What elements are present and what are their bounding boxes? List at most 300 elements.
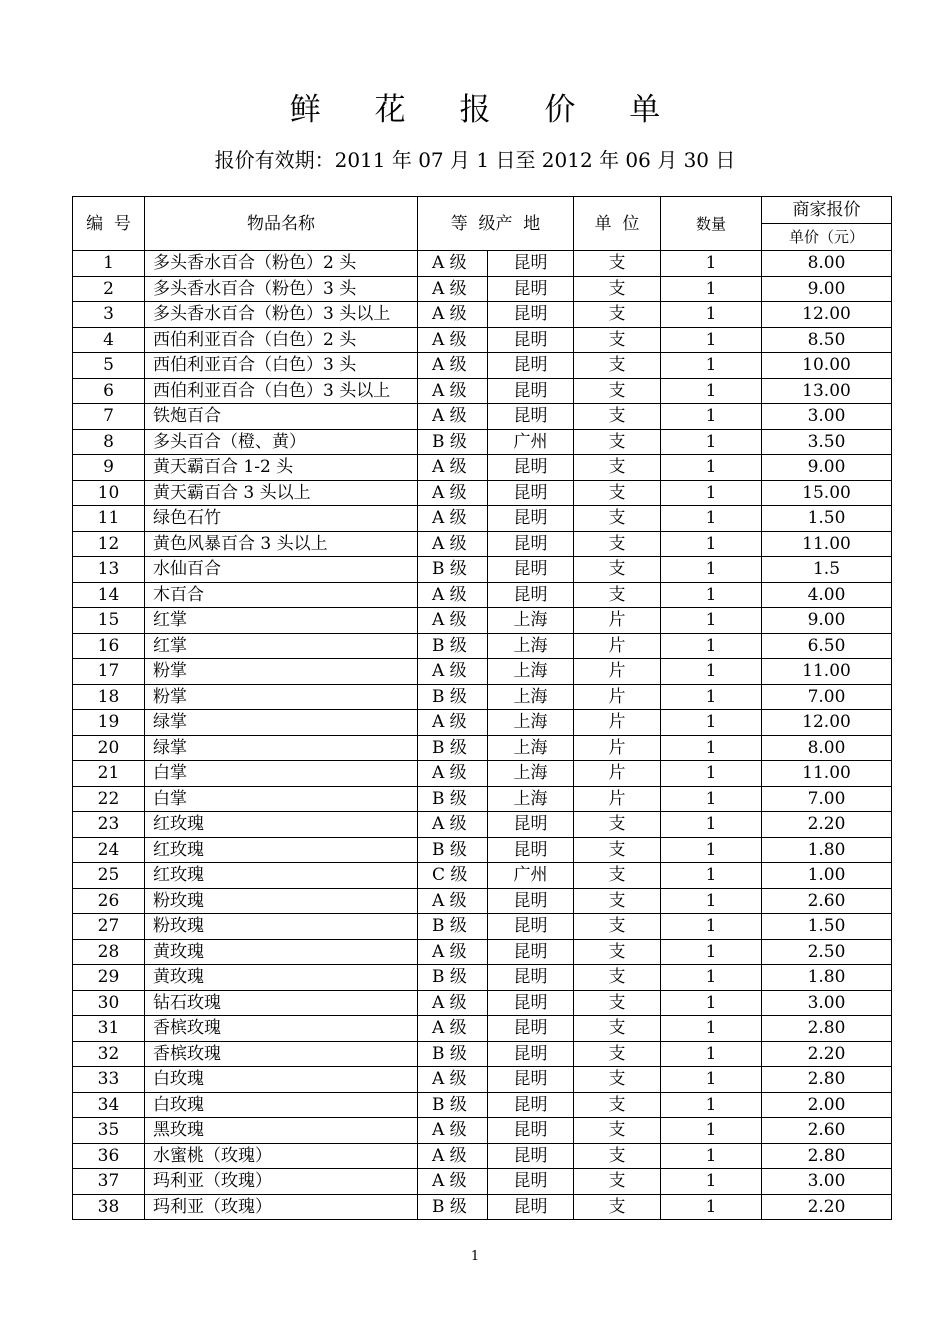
validity-period: 报价有效期：2011 年 07 月 1 日至 2012 年 06 月 30 日: [214, 148, 736, 172]
header-grade-origin: 等 级产 地: [418, 197, 574, 251]
cell-unit: 支: [574, 1194, 661, 1220]
cell-unit: 支: [574, 812, 661, 838]
cell-qty: 1: [661, 786, 762, 812]
header-name: 物品名称: [145, 197, 418, 251]
cell-name: 白玫瑰: [145, 1092, 418, 1118]
cell-id: 8: [73, 429, 145, 455]
cell-name: 白掌: [145, 761, 418, 787]
cell-unit: 片: [574, 735, 661, 761]
cell-price: 8.50: [762, 327, 892, 353]
cell-id: 30: [73, 990, 145, 1016]
cell-name: 黄天霸百合 3 头以上: [145, 480, 418, 506]
cell-unit: 支: [574, 1169, 661, 1195]
cell-price: 13.00: [762, 378, 892, 404]
cell-id: 15: [73, 608, 145, 634]
cell-grade: A 级: [418, 404, 488, 430]
cell-price: 11.00: [762, 659, 892, 685]
cell-price: 1.80: [762, 965, 892, 991]
cell-unit: 支: [574, 353, 661, 379]
cell-grade: A 级: [418, 353, 488, 379]
cell-unit: 支: [574, 888, 661, 914]
cell-origin: 昆明: [488, 1118, 574, 1144]
cell-origin: 昆明: [488, 302, 574, 328]
cell-qty: 1: [661, 276, 762, 302]
cell-name: 白玫瑰: [145, 1067, 418, 1093]
cell-unit: 支: [574, 251, 661, 277]
cell-grade: B 级: [418, 735, 488, 761]
cell-id: 37: [73, 1169, 145, 1195]
cell-id: 11: [73, 506, 145, 532]
cell-grade: A 级: [418, 1169, 488, 1195]
header-unit-price: 单价（元）: [762, 224, 892, 251]
cell-origin: 昆明: [488, 276, 574, 302]
cell-qty: 1: [661, 302, 762, 328]
cell-price: 3.00: [762, 990, 892, 1016]
cell-unit: 支: [574, 1041, 661, 1067]
cell-origin: 上海: [488, 633, 574, 659]
cell-price: 3.50: [762, 429, 892, 455]
table-row: [73, 582, 892, 608]
cell-unit: 支: [574, 990, 661, 1016]
cell-origin: 上海: [488, 786, 574, 812]
cell-price: 6.50: [762, 633, 892, 659]
cell-qty: 1: [661, 939, 762, 965]
cell-price: 2.80: [762, 1067, 892, 1093]
cell-price: 3.00: [762, 404, 892, 430]
cell-unit: 支: [574, 327, 661, 353]
cell-qty: 1: [661, 608, 762, 634]
cell-price: 4.00: [762, 582, 892, 608]
table-body: [73, 251, 892, 1220]
cell-name: 绿色石竹: [145, 506, 418, 532]
table-row: [73, 710, 892, 736]
cell-name: 多头香水百合（粉色）3 头以上: [145, 302, 418, 328]
cell-name: 白掌: [145, 786, 418, 812]
cell-origin: 上海: [488, 761, 574, 787]
cell-id: 28: [73, 939, 145, 965]
cell-qty: 1: [661, 1194, 762, 1220]
cell-price: 1.5: [762, 557, 892, 583]
cell-id: 16: [73, 633, 145, 659]
cell-price: 8.00: [762, 735, 892, 761]
cell-qty: 1: [661, 761, 762, 787]
cell-qty: 1: [661, 353, 762, 379]
cell-name: 铁炮百合: [145, 404, 418, 430]
price-table: [72, 196, 892, 1220]
cell-unit: 片: [574, 608, 661, 634]
cell-price: 7.00: [762, 786, 892, 812]
cell-qty: 1: [661, 735, 762, 761]
cell-id: 21: [73, 761, 145, 787]
cell-id: 24: [73, 837, 145, 863]
cell-qty: 1: [661, 251, 762, 277]
cell-id: 22: [73, 786, 145, 812]
cell-grade: B 级: [418, 786, 488, 812]
cell-price: 11.00: [762, 531, 892, 557]
cell-origin: 昆明: [488, 353, 574, 379]
cell-qty: 1: [661, 1016, 762, 1042]
table-row: [73, 404, 892, 430]
cell-origin: 上海: [488, 659, 574, 685]
table-row: [73, 1092, 892, 1118]
cell-unit: 支: [574, 276, 661, 302]
cell-unit: 支: [574, 965, 661, 991]
table-row: [73, 659, 892, 685]
cell-name: 西伯利亚百合（白色）2 头: [145, 327, 418, 353]
cell-qty: 1: [661, 710, 762, 736]
cell-name: 粉玫瑰: [145, 914, 418, 940]
cell-grade: B 级: [418, 1041, 488, 1067]
table-row: [73, 837, 892, 863]
cell-price: 9.00: [762, 455, 892, 481]
table-header-row: [73, 197, 892, 224]
cell-name: 水仙百合: [145, 557, 418, 583]
cell-origin: 上海: [488, 608, 574, 634]
cell-grade: A 级: [418, 302, 488, 328]
cell-unit: 支: [574, 914, 661, 940]
cell-id: 2: [73, 276, 145, 302]
cell-origin: 昆明: [488, 480, 574, 506]
cell-price: 9.00: [762, 276, 892, 302]
table-row: [73, 965, 892, 991]
cell-origin: 上海: [488, 710, 574, 736]
cell-id: 17: [73, 659, 145, 685]
table-row: [73, 939, 892, 965]
table-row: [73, 1118, 892, 1144]
cell-name: 黑玫瑰: [145, 1118, 418, 1144]
cell-unit: 支: [574, 1118, 661, 1144]
cell-grade: A 级: [418, 480, 488, 506]
cell-origin: 昆明: [488, 1092, 574, 1118]
cell-name: 多头香水百合（粉色）3 头: [145, 276, 418, 302]
cell-name: 木百合: [145, 582, 418, 608]
table-row: [73, 378, 892, 404]
cell-name: 西伯利亚百合（白色）3 头: [145, 353, 418, 379]
cell-grade: A 级: [418, 506, 488, 532]
cell-grade: A 级: [418, 1067, 488, 1093]
cell-id: 36: [73, 1143, 145, 1169]
cell-price: 3.00: [762, 1169, 892, 1195]
cell-id: 19: [73, 710, 145, 736]
cell-id: 31: [73, 1016, 145, 1042]
cell-id: 13: [73, 557, 145, 583]
cell-origin: 广州: [488, 863, 574, 889]
cell-name: 红掌: [145, 633, 418, 659]
cell-unit: 支: [574, 429, 661, 455]
cell-id: 18: [73, 684, 145, 710]
cell-id: 26: [73, 888, 145, 914]
cell-id: 34: [73, 1092, 145, 1118]
cell-qty: 1: [661, 531, 762, 557]
cell-grade: A 级: [418, 761, 488, 787]
cell-qty: 1: [661, 480, 762, 506]
cell-id: 5: [73, 353, 145, 379]
cell-grade: A 级: [418, 582, 488, 608]
cell-name: 玛利亚（玫瑰）: [145, 1194, 418, 1220]
cell-grade: A 级: [418, 531, 488, 557]
cell-origin: 昆明: [488, 455, 574, 481]
cell-grade: A 级: [418, 276, 488, 302]
cell-grade: B 级: [418, 1092, 488, 1118]
cell-name: 黄天霸百合 1-2 头: [145, 455, 418, 481]
cell-qty: 1: [661, 1118, 762, 1144]
cell-qty: 1: [661, 1169, 762, 1195]
cell-name: 西伯利亚百合（白色）3 头以上: [145, 378, 418, 404]
cell-qty: 1: [661, 327, 762, 353]
cell-unit: 支: [574, 378, 661, 404]
cell-unit: 片: [574, 659, 661, 685]
cell-origin: 上海: [488, 735, 574, 761]
cell-grade: A 级: [418, 888, 488, 914]
cell-grade: B 级: [418, 557, 488, 583]
cell-unit: 支: [574, 582, 661, 608]
cell-price: 2.00: [762, 1092, 892, 1118]
cell-grade: A 级: [418, 812, 488, 838]
cell-name: 多头香水百合（粉色）2 头: [145, 251, 418, 277]
cell-origin: 昆明: [488, 1041, 574, 1067]
cell-id: 6: [73, 378, 145, 404]
cell-qty: 1: [661, 888, 762, 914]
cell-qty: 1: [661, 429, 762, 455]
cell-price: 1.50: [762, 506, 892, 532]
cell-grade: A 级: [418, 990, 488, 1016]
cell-id: 9: [73, 455, 145, 481]
table-row: [73, 531, 892, 557]
table-row: [73, 276, 892, 302]
cell-id: 32: [73, 1041, 145, 1067]
cell-id: 1: [73, 251, 145, 277]
cell-price: 2.50: [762, 939, 892, 965]
cell-id: 4: [73, 327, 145, 353]
cell-grade: A 级: [418, 251, 488, 277]
cell-price: 2.80: [762, 1143, 892, 1169]
cell-grade: A 级: [418, 1016, 488, 1042]
cell-qty: 1: [661, 990, 762, 1016]
cell-price: 15.00: [762, 480, 892, 506]
cell-name: 水蜜桃（玫瑰）: [145, 1143, 418, 1169]
cell-price: 2.60: [762, 1118, 892, 1144]
cell-id: 35: [73, 1118, 145, 1144]
table-row: [73, 812, 892, 838]
cell-id: 29: [73, 965, 145, 991]
cell-price: 8.00: [762, 251, 892, 277]
cell-price: 9.00: [762, 608, 892, 634]
header-unit: 单 位: [574, 197, 661, 251]
cell-name: 粉掌: [145, 659, 418, 685]
cell-origin: 昆明: [488, 1194, 574, 1220]
cell-id: 33: [73, 1067, 145, 1093]
table-row: [73, 327, 892, 353]
cell-grade: B 级: [418, 684, 488, 710]
cell-origin: 昆明: [488, 531, 574, 557]
cell-unit: 支: [574, 863, 661, 889]
cell-grade: A 级: [418, 659, 488, 685]
cell-id: 38: [73, 1194, 145, 1220]
document-title: 鲜 花 报 价 单: [289, 92, 683, 128]
cell-price: 7.00: [762, 684, 892, 710]
header-id: 编 号: [73, 197, 145, 251]
table-row: [73, 429, 892, 455]
cell-grade: C 级: [418, 863, 488, 889]
cell-origin: 昆明: [488, 965, 574, 991]
cell-id: 27: [73, 914, 145, 940]
cell-grade: B 级: [418, 965, 488, 991]
cell-grade: A 级: [418, 455, 488, 481]
cell-name: 黄玫瑰: [145, 965, 418, 991]
table-row: [73, 684, 892, 710]
cell-qty: 1: [661, 914, 762, 940]
cell-qty: 1: [661, 1067, 762, 1093]
table-row: [73, 990, 892, 1016]
table-row: [73, 914, 892, 940]
cell-name: 玛利亚（玫瑰）: [145, 1169, 418, 1195]
cell-id: 14: [73, 582, 145, 608]
cell-grade: B 级: [418, 429, 488, 455]
cell-origin: 广州: [488, 429, 574, 455]
cell-id: 25: [73, 863, 145, 889]
header-merchant-quote: 商家报价: [762, 197, 892, 224]
cell-price: 1.50: [762, 914, 892, 940]
cell-unit: 支: [574, 1143, 661, 1169]
cell-qty: 1: [661, 863, 762, 889]
table-row: [73, 608, 892, 634]
cell-origin: 昆明: [488, 582, 574, 608]
cell-qty: 1: [661, 582, 762, 608]
table-row: [73, 633, 892, 659]
cell-origin: 上海: [488, 684, 574, 710]
cell-unit: 片: [574, 761, 661, 787]
cell-origin: 昆明: [488, 1169, 574, 1195]
cell-origin: 昆明: [488, 327, 574, 353]
cell-price: 2.80: [762, 1016, 892, 1042]
cell-unit: 支: [574, 1067, 661, 1093]
table-row: [73, 1194, 892, 1220]
cell-origin: 昆明: [488, 812, 574, 838]
table-row: [73, 1169, 892, 1195]
cell-qty: 1: [661, 455, 762, 481]
cell-id: 20: [73, 735, 145, 761]
cell-qty: 1: [661, 837, 762, 863]
cell-unit: 支: [574, 506, 661, 532]
cell-grade: B 级: [418, 633, 488, 659]
cell-qty: 1: [661, 659, 762, 685]
cell-id: 7: [73, 404, 145, 430]
cell-id: 23: [73, 812, 145, 838]
cell-origin: 昆明: [488, 251, 574, 277]
table-row: [73, 353, 892, 379]
header-qty: 数量: [661, 197, 762, 251]
cell-unit: 支: [574, 404, 661, 430]
cell-price: 2.60: [762, 888, 892, 914]
cell-qty: 1: [661, 965, 762, 991]
cell-unit: 支: [574, 837, 661, 863]
cell-unit: 支: [574, 557, 661, 583]
cell-name: 粉玫瑰: [145, 888, 418, 914]
cell-name: 绿掌: [145, 735, 418, 761]
page-number: 1: [470, 1249, 480, 1264]
cell-name: 红掌: [145, 608, 418, 634]
cell-grade: A 级: [418, 939, 488, 965]
cell-name: 香槟玫瑰: [145, 1016, 418, 1042]
cell-origin: 昆明: [488, 990, 574, 1016]
cell-origin: 昆明: [488, 914, 574, 940]
cell-grade: A 级: [418, 710, 488, 736]
cell-origin: 昆明: [488, 557, 574, 583]
cell-origin: 昆明: [488, 378, 574, 404]
cell-qty: 1: [661, 633, 762, 659]
cell-unit: 支: [574, 939, 661, 965]
cell-origin: 昆明: [488, 939, 574, 965]
cell-price: 11.00: [762, 761, 892, 787]
cell-grade: B 级: [418, 1194, 488, 1220]
cell-unit: 支: [574, 531, 661, 557]
cell-price: 12.00: [762, 710, 892, 736]
table-row: [73, 302, 892, 328]
cell-id: 10: [73, 480, 145, 506]
cell-name: 红玫瑰: [145, 863, 418, 889]
cell-grade: B 级: [418, 837, 488, 863]
cell-price: 1.00: [762, 863, 892, 889]
cell-unit: 支: [574, 1092, 661, 1118]
table-row: [73, 1143, 892, 1169]
cell-origin: 昆明: [488, 1016, 574, 1042]
cell-grade: A 级: [418, 327, 488, 353]
table-row: [73, 251, 892, 277]
cell-name: 多头百合（橙、黄）: [145, 429, 418, 455]
cell-qty: 1: [661, 812, 762, 838]
cell-grade: A 级: [418, 608, 488, 634]
cell-unit: 支: [574, 480, 661, 506]
cell-grade: B 级: [418, 914, 488, 940]
table-row: [73, 506, 892, 532]
cell-grade: A 级: [418, 378, 488, 404]
table-row: [73, 863, 892, 889]
cell-origin: 昆明: [488, 506, 574, 532]
cell-qty: 1: [661, 557, 762, 583]
cell-grade: A 级: [418, 1118, 488, 1144]
table-row: [73, 888, 892, 914]
table-row: [73, 735, 892, 761]
cell-name: 红玫瑰: [145, 812, 418, 838]
cell-origin: 昆明: [488, 837, 574, 863]
cell-unit: 片: [574, 633, 661, 659]
cell-origin: 昆明: [488, 1143, 574, 1169]
cell-unit: 片: [574, 710, 661, 736]
cell-qty: 1: [661, 1143, 762, 1169]
cell-price: 2.20: [762, 812, 892, 838]
cell-unit: 支: [574, 1016, 661, 1042]
cell-name: 钻石玫瑰: [145, 990, 418, 1016]
cell-name: 香槟玫瑰: [145, 1041, 418, 1067]
cell-id: 12: [73, 531, 145, 557]
cell-name: 绿掌: [145, 710, 418, 736]
cell-qty: 1: [661, 404, 762, 430]
cell-qty: 1: [661, 684, 762, 710]
cell-origin: 昆明: [488, 888, 574, 914]
cell-name: 黄玫瑰: [145, 939, 418, 965]
cell-id: 3: [73, 302, 145, 328]
cell-unit: 支: [574, 302, 661, 328]
cell-name: 粉掌: [145, 684, 418, 710]
cell-price: 10.00: [762, 353, 892, 379]
cell-grade: A 级: [418, 1143, 488, 1169]
cell-name: 黄色风暴百合 3 头以上: [145, 531, 418, 557]
cell-unit: 片: [574, 786, 661, 812]
table-row: [73, 480, 892, 506]
table-row: [73, 1016, 892, 1042]
cell-price: 1.80: [762, 837, 892, 863]
cell-price: 2.20: [762, 1194, 892, 1220]
